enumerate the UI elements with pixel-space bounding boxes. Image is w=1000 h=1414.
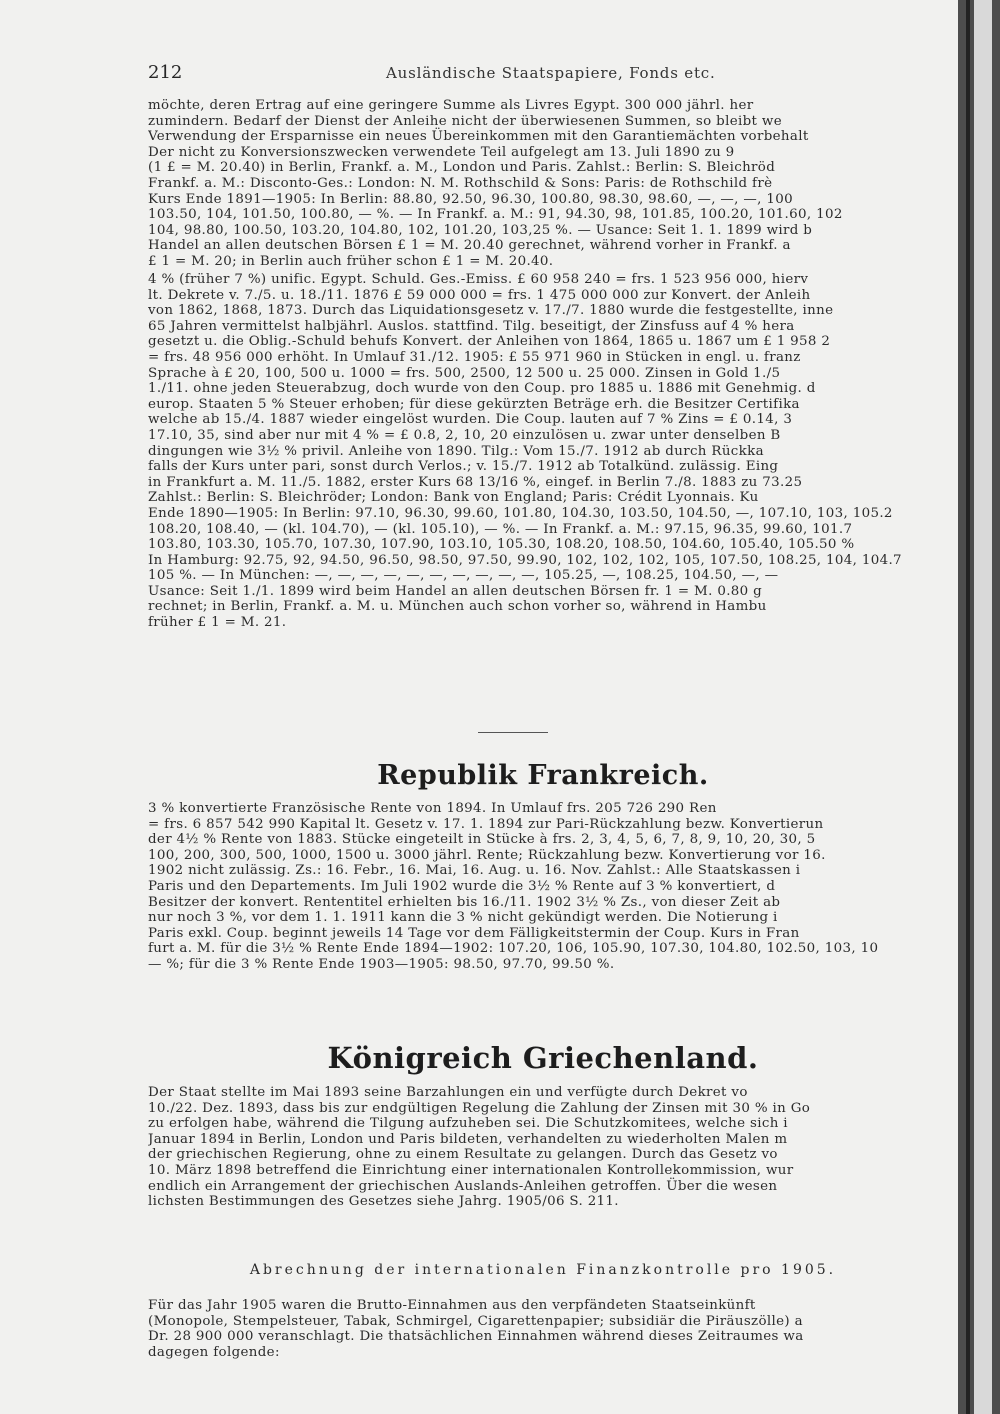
scan-edge-strip [974,0,992,1414]
text-line: lt. Dekrete v. 7./5. u. 18./11. 1876 £ 59 000 000 = frs. 1 475 000 000 zur Konvert. der Anleih [148,287,811,303]
unified-debt-paragraph [148,272,938,631]
text-line: zu erfolgen habe, während die Tilgung aufzuheben sei. Die Schutzkomitees, welche sich i [148,1116,788,1132]
text-line: 17.10, 35, sind aber nur mit 4 % = £ 0.8, 2, 10, 20 einzulösen u. zwar unter denselben B [148,427,781,443]
scan-gutter [958,0,1000,1414]
text-line: möchte, deren Ertrag auf eine geringere Summe als Livres Egypt. 300 000 jährl. her [148,98,754,113]
text-line: dingungen wie 3½ % privil. Anleihe von 1890. Tilg.: Vom 15./7. 1912 ab durch Rückka [148,443,764,459]
scan-edge-line [966,0,970,1414]
text-line: welche ab 15./4. 1887 wieder eingelöst wurden. Die Coup. lauten auf 7 % Zins = £ 0.14, 3 [148,412,793,428]
text-line: Frankf. a. M.: Disconto-Ges.: London: N. M. Rothschild & Sons: Paris: de Rothschild frè [148,175,773,191]
text-line: Verwendung der Ersparnisse ein neues Übereinkommen mit den Garantiemächten vorbehalt [148,129,809,145]
text-line: von 1862, 1868, 1873. Durch das Liquidationsgesetz v. 17./7. 1880 wurde die festgestellte, inne [148,303,834,319]
text-line: europ. Staaten 5 % Steuer erhoben; für diese gekürzten Beträge erh. die Besitzer Certifika [148,396,800,412]
text-line: Dr. 28 900 000 veranschlagt. Die thatsächlichen Einnahmen während dieses Zeitraumes wa [148,1329,804,1345]
text-line: lichsten Bestimmungen des Gesetzes siehe Jahrg. 1905/06 S. 211. [148,1194,619,1210]
text-line: 103.80, 103.30, 105.70, 107.30, 107.90, 103.10, 105.30, 108.20, 108.50, 104.60, 105.40, 105.50 % [148,537,855,553]
text-line: zumindern. Bedarf der Dienst der Anleihe nicht der überwiesenen Summen, so bleibt we [148,113,782,129]
text-line: 100, 200, 300, 500, 1000, 1500 u. 3000 jährl. Rente; Rückzahlung bezw. Konvertierung vor 16. [148,847,826,863]
text-line: Paris exkl. Coup. beginnt jeweils 14 Tage vor dem Fälligkeitstermin der Coup. Kurs in Fran [148,925,800,941]
text-line: 3 % konvertierte Französische Rente von 1894. In Umlauf frs. 205 726 290 Ren [148,801,717,816]
heading-frankreich: Republik Frankreich. [377,760,709,791]
text-line: 1902 nicht zulässig. Zs.: 16. Febr., 16. Mai, 16. Aug. u. 16. Nov. Zahlst.: Alle Staatskassen i [148,863,801,879]
text-line: 10./22. Dez. 1893, dass bis zur endgültigen Regelung die Zahlung der Zinsen mit 30 % in Go [148,1100,811,1116]
running-title: Ausländische Staatspapiere, Fonds etc. [386,64,716,82]
abrechnung-paragraph [148,1298,938,1360]
text-line: früher £ 1 = M. 21. [148,615,287,631]
text-line: der griechischen Regierung, ohne zu einem Resultate zu gelangen. Durch das Gesetz vo [148,1147,778,1163]
heading-griechenland: Königreich Griechenland. [327,1041,759,1075]
text-line: Handel an allen deutschen Börsen £ 1 = M. 20.40 gerechnet, während vorher in Frankf. a [148,238,791,254]
text-line: 103.50, 104, 101.50, 100.80, — %. — In Frankf. a. M.: 91, 94.30, 98, 101.85, 100.20, 101.60, 102 [148,207,843,223]
page-number: 212 [148,62,183,83]
text-line: Der Staat stellte im Mai 1893 seine Barzahlungen ein und verfügte durch Dekret vo [148,1085,748,1100]
griechenland-paragraph [148,1085,938,1210]
text-line: in Frankfurt a. M. 11./5. 1882, erster Kurs 68 13/16 %, eingef. in Berlin 7./8. 1883 zu 73.25 [148,474,803,490]
text-line: = frs. 48 956 000 erhöht. In Umlauf 31./12. 1905: £ 55 971 960 in Stücken in engl. u. franz [148,349,801,365]
text-line: endlich ein Arrangement der griechischen Auslands-Anleihen getroffen. Über die wesen [148,1178,778,1194]
text-line: Sprache à £ 20, 100, 500 u. 1000 = frs. 500, 2500, 12 500 u. 25 000. Zinsen in Gold 1./5 [148,365,781,381]
frankreich-paragraph [148,801,938,973]
text-line: nur noch 3 %, vor dem 1. 1. 1911 kann die 3 % nicht gekündigt werden. Die Notierung i [148,910,778,926]
text-line: dagegen folgende: [148,1344,280,1360]
text-line: 108.20, 108.40, — (kl. 104.70), — (kl. 105.10), — %. — In Frankf. a. M.: 97.15, 96.35, 99.60, 101.7 [148,521,853,537]
running-head [148,62,928,86]
text-line: 1./11. ohne jeden Steuerabzug, doch wurde von den Coup. pro 1885 u. 1886 mit Genehmig. d [148,381,816,397]
text-line: gesetzt u. die Oblig.-Schuld behufs Konvert. der Anleihen von 1864, 1865 u. 1867 um £ 1 958 2 [148,334,831,350]
text-line: £ 1 = M. 20; in Berlin auch früher schon £ 1 = M. 20.40. [148,253,554,269]
text-line: furt a. M. für die 3½ % Rente Ende 1894—1902: 107.20, 106, 105.90, 107.30, 104.80, 102.50, 103, 10 [148,941,879,957]
text-line: Zahlst.: Berlin: S. Bleichröder; London: Bank von England; Paris: Crédit Lyonnais. Ku [148,490,759,506]
text-line: 104, 98.80, 100.50, 103.20, 104.80, 102, 101.20, 103,25 %. — Usance: Seit 1. 1. 1899 wird b [148,222,813,238]
section-divider [478,732,548,733]
text-line: 4 % (früher 7 %) unific. Egypt. Schuld. Ges.-Emiss. £ 60 958 240 = frs. 1 523 956 000, hierv [148,272,809,287]
text-line: — %; für die 3 % Rente Ende 1903—1905: 98.50, 97.70, 99.50 %. [148,956,615,972]
text-line: Für das Jahr 1905 waren die Brutto-Einnahmen aus den verpfändeten Staatseinkünft [148,1298,756,1313]
text-line: rechnet; in Berlin, Frankf. a. M. u. München auch schon vorher so, während in Hambu [148,599,767,615]
text-line: In Hamburg: 92.75, 92, 94.50, 96.50, 98.50, 97.50, 99.90, 102, 102, 102, 105, 107.50, 108.25, 104, 104.7 [148,552,902,568]
egypt-paragraph [148,98,938,270]
text-line: Ende 1890—1905: In Berlin: 97.10, 96.30, 99.60, 101.80, 104.30, 103.50, 104.50, —, 107.10, 103, 105.2 [148,505,893,521]
text-line: Januar 1894 in Berlin, London und Paris bildeten, verhandelten zu wiederholten Malen m [148,1131,788,1147]
text-line: 10. März 1898 betreffend die Einrichtung einer internationalen Kontrollekommission, wur [148,1162,794,1178]
text-line: Paris und den Departements. Im Juli 1902 wurde die 3½ % Rente auf 3 % konvertiert, d [148,878,776,894]
text-line: Besitzer der konvert. Rententitel erhielten bis 16./11. 1902 3½ % Zs., von dieser Zeit ab [148,894,781,910]
text-line: (Monopole, Stempelsteuer, Tabak, Schmirgel, Cigarettenpapier; subsidiär die Piräuszölle) a [148,1313,803,1329]
text-line: 105 %. — In München: —, —, —, —, —, —, —, —, —, —, 105.25, —, 108.25, 104.50, —, — [148,568,779,584]
text-line: falls der Kurs unter pari, sonst durch Verlos.; v. 15./7. 1912 ab Totalkünd. zulässig. Eing [148,459,779,475]
text-line: der 4½ % Rente von 1883. Stücke eingeteilt in Stücke à frs. 2, 3, 4, 5, 6, 7, 8, 9, 10, 20, 30, 5 [148,832,816,848]
text-line: (1 £ = M. 20.40) in Berlin, Frankf. a. M., London und Paris. Zahlst.: Berlin: S. Bleichröd [148,160,776,176]
text-line: Usance: Seit 1./1. 1899 wird beim Handel an allen deutschen Börsen fr. 1 = M. 0.80 g [148,583,763,599]
text-line: = frs. 6 857 542 990 Kapital lt. Gesetz v. 17. 1. 1894 zur Pari-Rückzahlung bezw. Konvertierun [148,816,824,832]
subheading-abrechnung: Abrechnung der internationalen Finanzkontrolle pro 1905. [249,1262,837,1278]
text-line: 65 Jahren vermittelst halbjährl. Auslos. stattfind. Tilg. beseitigt, der Zinsfuss auf 4 % hera [148,318,795,334]
text-line: Der nicht zu Konversionszwecken verwendete Teil aufgelegt am 13. Juli 1890 zu 9 [148,144,735,160]
text-line: Kurs Ende 1891—1905: In Berlin: 88.80, 92.50, 96.30, 100.80, 98.30, 98.60, —, —, —, 100 [148,191,793,207]
